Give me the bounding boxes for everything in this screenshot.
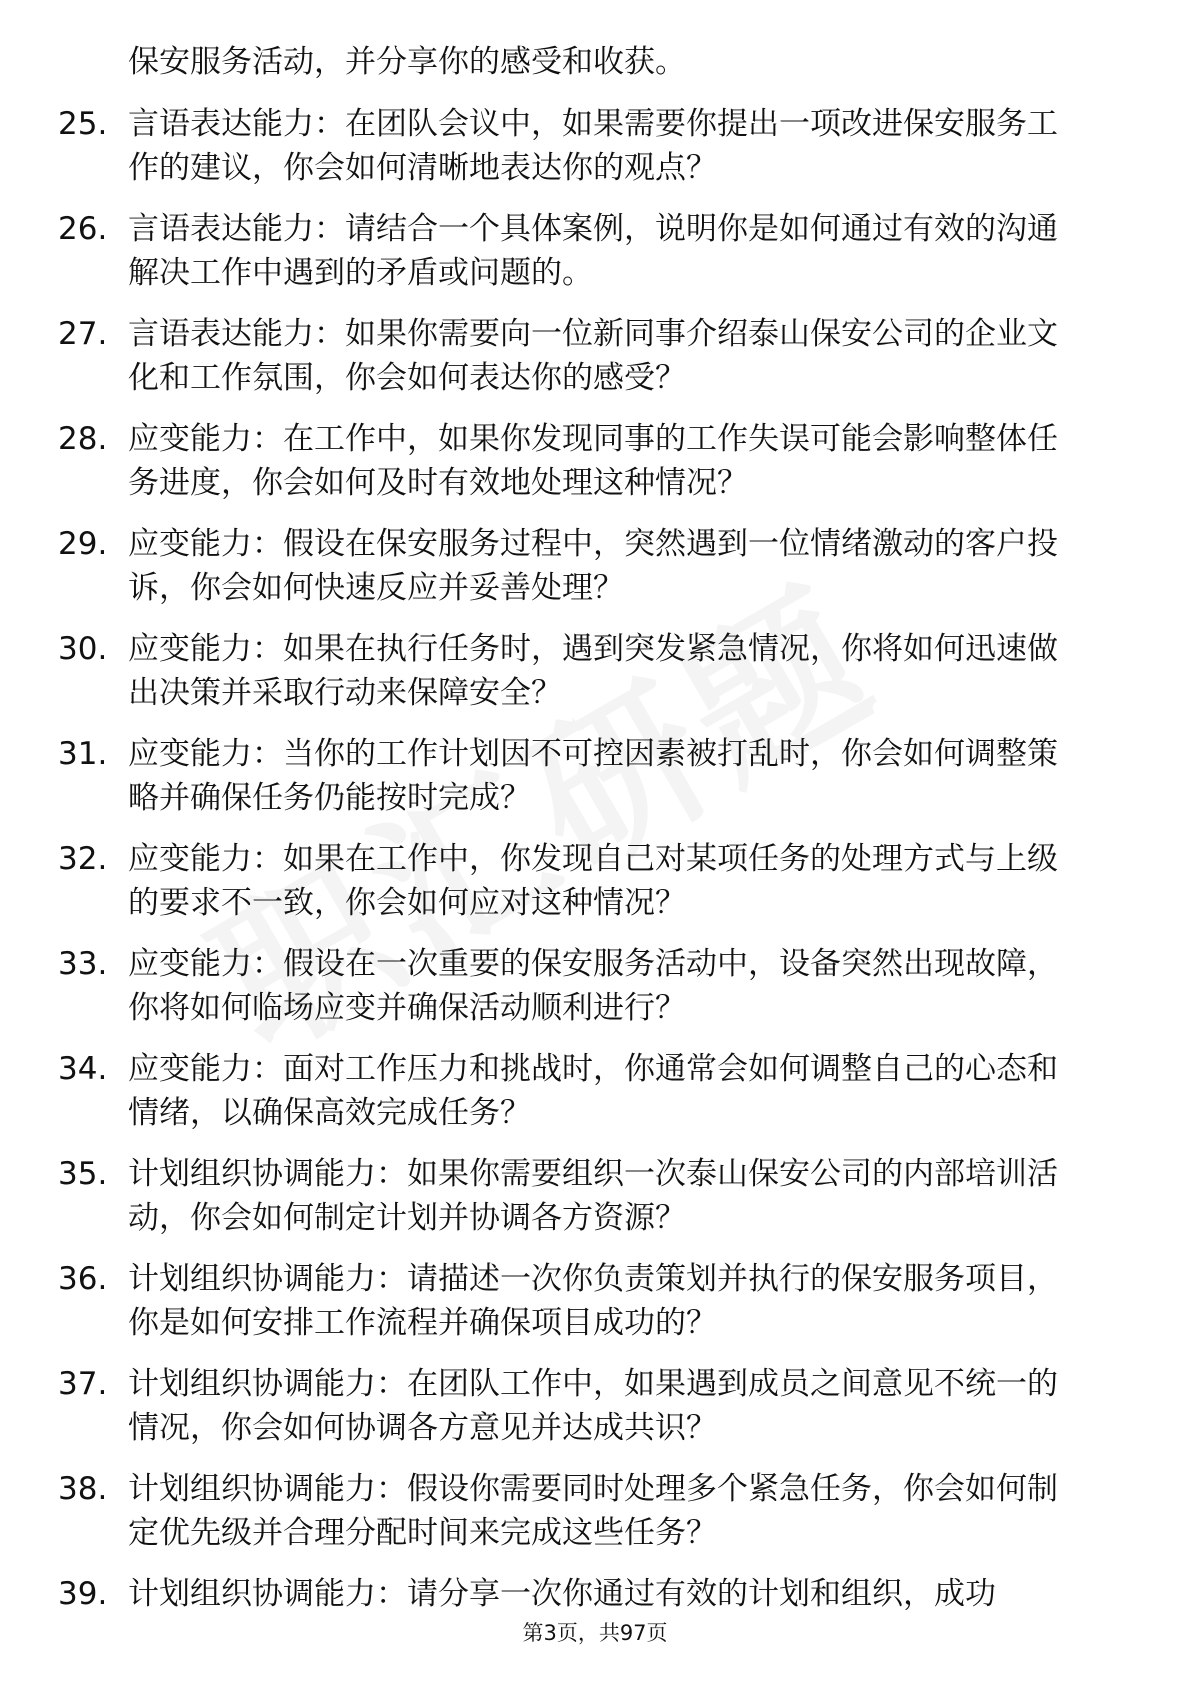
item-text: 应变能力：假设在一次重要的保安服务活动中，设备突然出现故障，你将如何临场应变并确保活动顺利进行？: [128, 946, 1058, 1026]
item-number: 36.: [58, 1261, 108, 1297]
list-item: [58, 417, 1138, 505]
item-text: 应变能力：如果在执行任务时，遇到突发紧急情况，你将如何迅速做出决策并采取行动来保障安全？: [128, 631, 1058, 711]
list-item: [58, 522, 1138, 610]
item-text: 言语表达能力：如果你需要向一位新同事介绍泰山保安公司的企业文化和工作氛围，你会如何表达你的感受？: [128, 316, 1058, 396]
question-list: [58, 102, 1138, 1616]
item-text: 计划组织协调能力：在团队工作中，如果遇到成员之间意见不统一的情况，你会如何协调各方意见并达成共识？: [128, 1366, 1058, 1446]
item-text: 应变能力：当你的工作计划因不可控因素被打乱时，你会如何调整策略并确保任务仍能按时完成？: [128, 736, 1058, 816]
list-item: [58, 1362, 1138, 1450]
item-number: 31.: [58, 736, 108, 772]
list-item: [58, 1572, 1138, 1616]
item-number: 33.: [58, 946, 108, 982]
item-text: 计划组织协调能力：如果你需要组织一次泰山保安公司的内部培训活动，你会如何制定计划并协调各方资源？: [128, 1156, 1058, 1236]
item-text: 计划组织协调能力：假设你需要同时处理多个紧急任务，你会如何制定优先级并合理分配时间来完成这些任务？: [128, 1471, 1058, 1551]
item-number: 32.: [58, 841, 108, 877]
list-item: [58, 312, 1138, 400]
item-text: 计划组织协调能力：请描述一次你负责策划并执行的保安服务项目，你是如何安排工作流程并确保项目成功的？: [128, 1261, 1058, 1341]
item-number: 30.: [58, 631, 108, 667]
item-text: 言语表达能力：请结合一个具体案例，说明你是如何通过有效的沟通解决工作中遇到的矛盾或问题的。: [128, 211, 1058, 291]
item-number: 38.: [58, 1471, 108, 1507]
list-item: [58, 1257, 1138, 1345]
list-item: [58, 1467, 1138, 1555]
continuation-text: 保安服务活动，并分享你的感受和收获。: [128, 44, 686, 80]
item-number: 26.: [58, 211, 108, 247]
list-item: [58, 627, 1138, 715]
item-number: 34.: [58, 1051, 108, 1087]
item-number: 29.: [58, 526, 108, 562]
item-number: 37.: [58, 1366, 108, 1402]
item-text: 应变能力：面对工作压力和挑战时，你通常会如何调整自己的心态和情绪，以确保高效完成任务？: [128, 1051, 1058, 1131]
question-list-content: [58, 40, 1138, 1633]
page-footer: 第3页，共97页: [522, 1621, 668, 1645]
item-text: 应变能力：在工作中，如果你发现同事的工作失误可能会影响整体任务进度，你会如何及时有效地处理这种情况？: [128, 421, 1058, 501]
item-number: 28.: [58, 421, 108, 457]
list-item: [58, 1152, 1138, 1240]
item-text: 应变能力：假设在保安服务过程中，突然遇到一位情绪激动的客户投诉，你会如何快速反应并妥善处理？: [128, 526, 1058, 606]
list-item: [58, 942, 1138, 1030]
list-item: [58, 102, 1138, 190]
list-item: [58, 1047, 1138, 1135]
list-item: [58, 837, 1138, 925]
item-number: 25.: [58, 106, 108, 142]
item-text: 言语表达能力：在团队会议中，如果需要你提出一项改进保安服务工作的建议，你会如何清晰地表达你的观点？: [128, 106, 1058, 186]
list-item: [58, 732, 1138, 820]
item-text: 应变能力：如果在工作中，你发现自己对某项任务的处理方式与上级的要求不一致，你会如何应对这种情况？: [128, 841, 1058, 921]
item-number: 39.: [58, 1576, 108, 1612]
list-item: [58, 207, 1138, 295]
item-number: 35.: [58, 1156, 108, 1192]
item-number: 27.: [58, 316, 108, 352]
item-text: 计划组织协调能力：请分享一次你通过有效的计划和组织，成功: [128, 1576, 996, 1612]
